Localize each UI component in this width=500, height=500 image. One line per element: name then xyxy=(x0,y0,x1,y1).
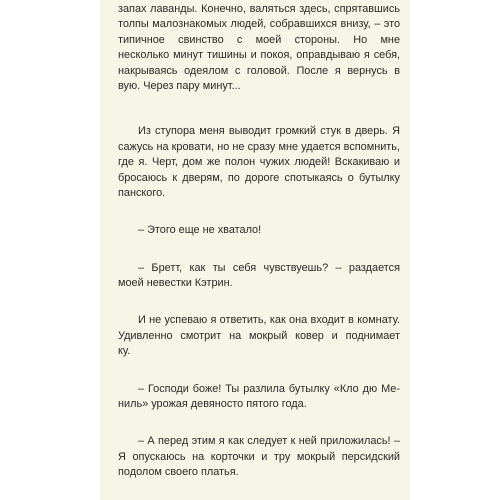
paragraph xyxy=(118,2,400,94)
text-line: Я опускаюсь на корточки и тру мокрый персидский xyxy=(118,450,400,463)
paragraph-gap xyxy=(118,201,400,223)
paragraph xyxy=(118,223,400,238)
text-line: моей невестки Кэтрин. xyxy=(118,277,233,290)
text-line: ниль» урожая девяносто пятого года. xyxy=(118,398,307,411)
text-line: типичное свинство с моей стороны. Но мне xyxy=(118,33,400,46)
paragraph xyxy=(118,261,400,292)
paragraph-gap xyxy=(118,360,400,382)
text-line: – Господи боже! Ты разлила бутылку «Кло дю Ме- xyxy=(138,382,400,395)
paragraph xyxy=(118,434,400,480)
paragraph-gap xyxy=(118,291,400,313)
text-line: И не успеваю я ответить, как она входит в комнату. xyxy=(138,314,400,327)
page-text xyxy=(118,2,400,500)
text-line: подолом своего платья. xyxy=(118,466,239,479)
paragraph xyxy=(118,124,400,201)
book-page xyxy=(100,0,410,500)
text-line: сажусь на кровати, но не сразу мне удается вспомнить, xyxy=(118,140,400,153)
paragraph-gap xyxy=(118,481,400,500)
text-line: – Бретт, как ты себя чувствуешь? – раздается xyxy=(138,261,400,274)
paragraph xyxy=(118,382,400,413)
text-line: вую. Через пару минут... xyxy=(118,79,241,92)
text-line: несколько минут тишины и покоя, оправдываю я себя, xyxy=(118,49,400,62)
text-line: – Этого еще не хватало! xyxy=(138,224,262,237)
text-line: – А перед этим я как следует к ней приложилась! – xyxy=(138,435,400,448)
text-line: запах лаванды. Конечно, валяться здесь, спрятавшись xyxy=(118,3,400,15)
paragraph xyxy=(118,313,400,359)
text-line: Из ступора меня выводит громкий стук в дверь. Я xyxy=(138,125,400,138)
text-line: накрываясь одеялом с головой. После я вернусь в xyxy=(118,64,400,77)
text-line: толпы малознакомых людей, собравшихся внизу, – это xyxy=(118,18,400,31)
text-line: панского. xyxy=(118,186,166,199)
paragraph-gap xyxy=(118,239,400,261)
text-line: бросаюсь к дверям, по дороге спотыкаясь о бутылку xyxy=(118,171,400,184)
paragraph-gap xyxy=(118,412,400,434)
text-line: Удивленно смотрит на мокрый ковер и поднимает xyxy=(118,329,400,342)
paragraph-gap xyxy=(118,94,400,124)
text-line: где я. Черт, дом же полон чужих людей! Вскакиваю и xyxy=(118,156,400,169)
text-line: ку. xyxy=(118,345,131,358)
